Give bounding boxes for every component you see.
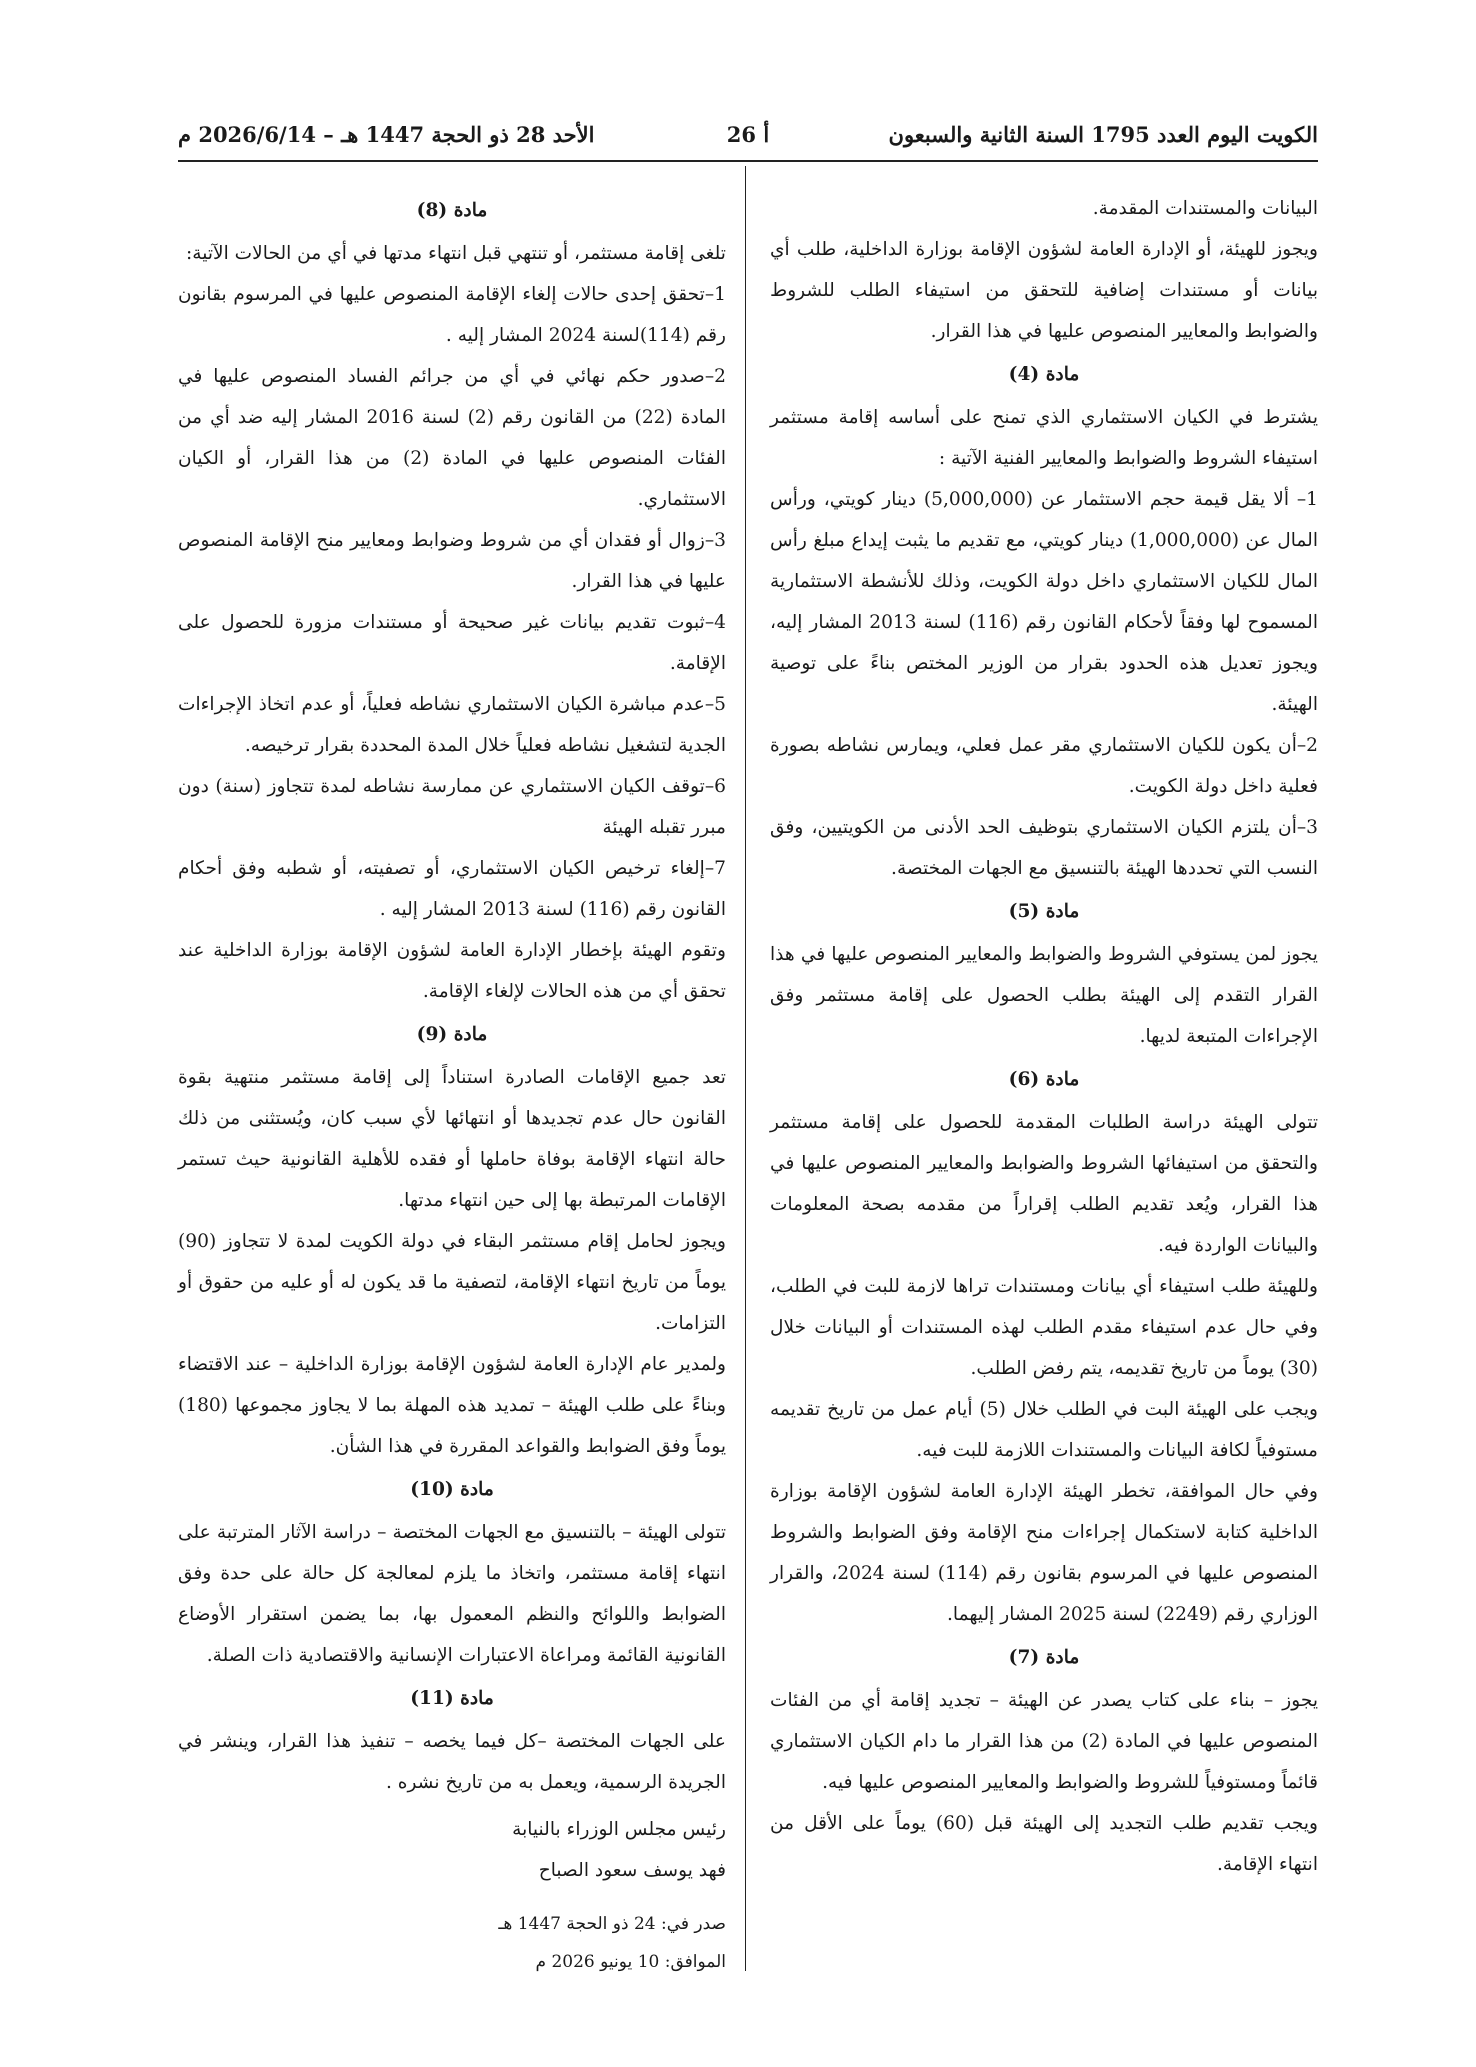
paragraph: 2–أن يكون للكيان الاستثماري مقر عمل فعلي، ويمارس نشاطه بصورة فعلية داخل دولة الكويت.	[770, 735, 1318, 797]
right-column	[770, 188, 1318, 1885]
issue-date-gregorian: الموافق: 10 يونيو 2026 م	[535, 1952, 726, 1972]
paragraph: 5–عدم مباشرة الكيان الاستثماري نشاطه فعلياً، أو عدم اتخاذ الإجراءات الجدية لتشغيل نشاطه فعلياً خلال المدة المحددة بقرار ترخيصه.	[178, 694, 726, 756]
paragraph: يجوز لمن يستوفي الشروط والضوابط والمعايير المنصوص عليها في هذا القرار التقدم إلى الهيئة بطلب الحصول على إقامة مستثمر وفق الإجراءات المتبعة لديها.	[770, 944, 1318, 1047]
paragraph: 2–صدور حكم نهائي في أي من جرائم الفساد المنصوص عليها في المادة (22) من القانون رقم (2) لسنة 2016 المشار إليه ضد أي من الفئات المنصوص عليها في المادة (2) من هذا القرار، أو الكيان الاستثماري.	[178, 366, 726, 510]
header-issue: الكويت اليوم العدد 1795 السنة الثانية والسبعون	[888, 122, 1318, 147]
signatory-name: فهد يوسف سعود الصباح	[538, 1860, 726, 1881]
paragraph: تتولى الهيئة دراسة الطلبات المقدمة للحصول على إقامة مستثمر والتحقق من استيفائها الشروط والضوابط والمعايير المنصوص عليها في هذا القرار، ويُعد تقديم الطلب إقراراً من مقدمه بصحة المعلومات والبيانات الواردة فيه.	[770, 1112, 1318, 1256]
paragraph: البيانات والمستندات المقدمة.	[1092, 198, 1318, 219]
paragraph: 6–توقف الكيان الاستثماري عن ممارسة نشاطه لمدة تتجاوز (سنة) دون مبرر تقبله الهيئة	[178, 776, 726, 838]
paragraph: ويجب تقديم طلب التجديد إلى الهيئة قبل (60) يوماً على الأقل من انتهاء الإقامة.	[770, 1813, 1318, 1875]
signatory-title: رئيس مجلس الوزراء بالنيابة	[512, 1819, 726, 1840]
paragraph: 1–تحقق إحدى حالات إلغاء الإقامة المنصوص عليها في المرسوم بقانون رقم (114)لسنة 2024 المشار إليه .	[178, 284, 726, 346]
column-divider	[745, 166, 746, 1971]
paragraph: وفي حال الموافقة، تخطر الهيئة الإدارة العامة لشؤون الإقامة بوزارة الداخلية كتابة لاستكمال إجراءات منح الإقامة وفق الضوابط والشروط المنصوص عليها في المرسوم بقانون رقم (114) لسنة 2024، والقرار الوزاري رقم (2249) لسنة 2025 المشار إليهما.	[770, 1481, 1318, 1625]
header-page-number: أ 26	[726, 122, 770, 147]
article-heading-10: مادة (10)	[410, 1479, 494, 1500]
paragraph: 4–ثبوت تقديم بيانات غير صحيحة أو مستندات مزورة للحصول على الإقامة.	[178, 612, 726, 674]
paragraph: تلغى إقامة مستثمر، أو تنتهي قبل انتهاء مدتها في أي من الحالات الآتية:	[185, 243, 726, 264]
paragraph: وتقوم الهيئة بإخطار الإدارة العامة لشؤون الإقامة بوزارة الداخلية عند تحقق أي من هذه الحالات لإلغاء الإقامة.	[178, 940, 726, 1002]
issue-dates	[178, 1905, 726, 1981]
paragraph: يجوز – بناء على كتاب يصدر عن الهيئة – تجديد إقامة أي من الفئات المنصوص عليها في المادة (2) من هذا القرار ما دام الكيان الاستثماري قائماً ومستوفياً للشروط والضوابط والمعايير المنصوص عليها فيه.	[770, 1690, 1318, 1793]
paragraph: على الجهات المختصة –كل فيما يخصه – تنفيذ هذا القرار، وينشر في الجريدة الرسمية، ويعمل به من تاريخ نشره .	[178, 1731, 726, 1793]
article-heading-5: مادة (5)	[1008, 901, 1080, 922]
paragraph: ويجب على الهيئة البت في الطلب خلال (5) أيام عمل من تاريخ تقديمه مستوفياً لكافة البيانات والمستندات اللازمة للبت فيه.	[770, 1399, 1318, 1461]
left-column	[178, 188, 726, 1981]
paragraph: ولمدير عام الإدارة العامة لشؤون الإقامة بوزارة الداخلية – عند الاقتضاء وبناءً على طلب الهيئة – تمديد هذه المهلة بما لا يجاوز مجموعها (180) يوماً وفق الضوابط والقواعد المقررة في هذا الشأن.	[178, 1354, 726, 1457]
header-rule	[178, 160, 1318, 162]
article-heading-8: مادة (8)	[416, 200, 488, 221]
article-heading-7: مادة (7)	[1008, 1647, 1080, 1668]
paragraph: تعد جميع الإقامات الصادرة استناداً إلى إقامة مستثمر منتهية بقوة القانون حال عدم تجديدها أو انتهائها لأي سبب كان، ويُستثنى من ذلك حالة انتهاء الإقامة بوفاة حاملها أو فقده للأهلية القانونية حيث تستمر الإقامات المرتبطة بها إلى حين انتهاء مدتها.	[178, 1067, 726, 1211]
paragraph: 1– ألا يقل قيمة حجم الاستثمار عن (5,000,000) دينار كويتي، ورأس المال عن (1,000,000) دينار كويتي، مع تقديم ما يثبت إيداع مبلغ رأس المال للكيان الاستثماري داخل دولة الكويت، وذلك للأنشطة الاستثمارية المسموح لها وفقاً لأحكام القانون رقم (116) لسنة 2013 المشار إليه، ويجوز تعديل هذه الحدود بقرار من الوزير المختص بناءً على توصية الهيئة.	[770, 489, 1318, 715]
paragraph: 3–زوال أو فقدان أي من شروط وضوابط ومعايير منح الإقامة المنصوص عليها في هذا القرار.	[178, 530, 726, 592]
paragraph: تتولى الهيئة – بالتنسيق مع الجهات المختصة – دراسة الآثار المترتبة على انتهاء إقامة مستثمر، واتخاذ ما يلزم لمعالجة كل حالة على حدة وفق الضوابط واللوائح والنظم المعمول بها، بما يضمن استقرار الأوضاع القانونية القائمة ومراعاة الاعتبارات الإنسانية والاقتصادية ذات الصلة.	[178, 1522, 726, 1666]
paragraph: ويجوز للهيئة، أو الإدارة العامة لشؤون الإقامة بوزارة الداخلية، طلب أي بيانات أو مستندات إضافية للتحقق من استيفاء الطلب للشروط والضوابط والمعايير المنصوص عليها في هذا القرار.	[770, 239, 1318, 342]
paragraph: 7–إلغاء ترخيص الكيان الاستثماري، أو تصفيته، أو شطبه وفق أحكام القانون رقم (116) لسنة 2013 المشار إليه .	[178, 858, 726, 920]
paragraph: 3–أن يلتزم الكيان الاستثماري بتوظيف الحد الأدنى من الكويتيين، وفق النسب التي تحددها الهيئة بالتنسيق مع الجهات المختصة.	[770, 817, 1318, 879]
paragraph: ويجوز لحامل إقام مستثمر البقاء في دولة الكويت لمدة لا تتجاوز (90) يوماً من تاريخ انتهاء الإقامة، لتصفية ما قد يكون له أو عليه من حقوق أو التزامات.	[178, 1231, 726, 1334]
header-date: الأحد 28 ذو الحجة 1447 هـ – 2026/6/14 م	[178, 122, 595, 147]
paragraph: يشترط في الكيان الاستثماري الذي تمنح على أساسه إقامة مستثمر استيفاء الشروط والضوابط والمعايير الفنية الآتية :	[770, 407, 1318, 469]
paragraph: وللهيئة طلب استيفاء أي بيانات ومستندات تراها لازمة للبت في الطلب، وفي حال عدم استيفاء مقدم الطلب لهذه المستندات أو البيانات خلال (30) يوماً من تاريخ تقديمه، يتم رفض الطلب.	[770, 1276, 1318, 1379]
article-heading-4: مادة (4)	[1008, 364, 1080, 385]
page-header	[178, 118, 1318, 158]
issue-date-hijri: صدر في: 24 ذو الحجة 1447 هـ	[498, 1914, 726, 1934]
article-heading-11: مادة (11)	[410, 1688, 494, 1709]
article-heading-9: مادة (9)	[416, 1024, 488, 1045]
article-heading-6: مادة (6)	[1008, 1069, 1080, 1090]
